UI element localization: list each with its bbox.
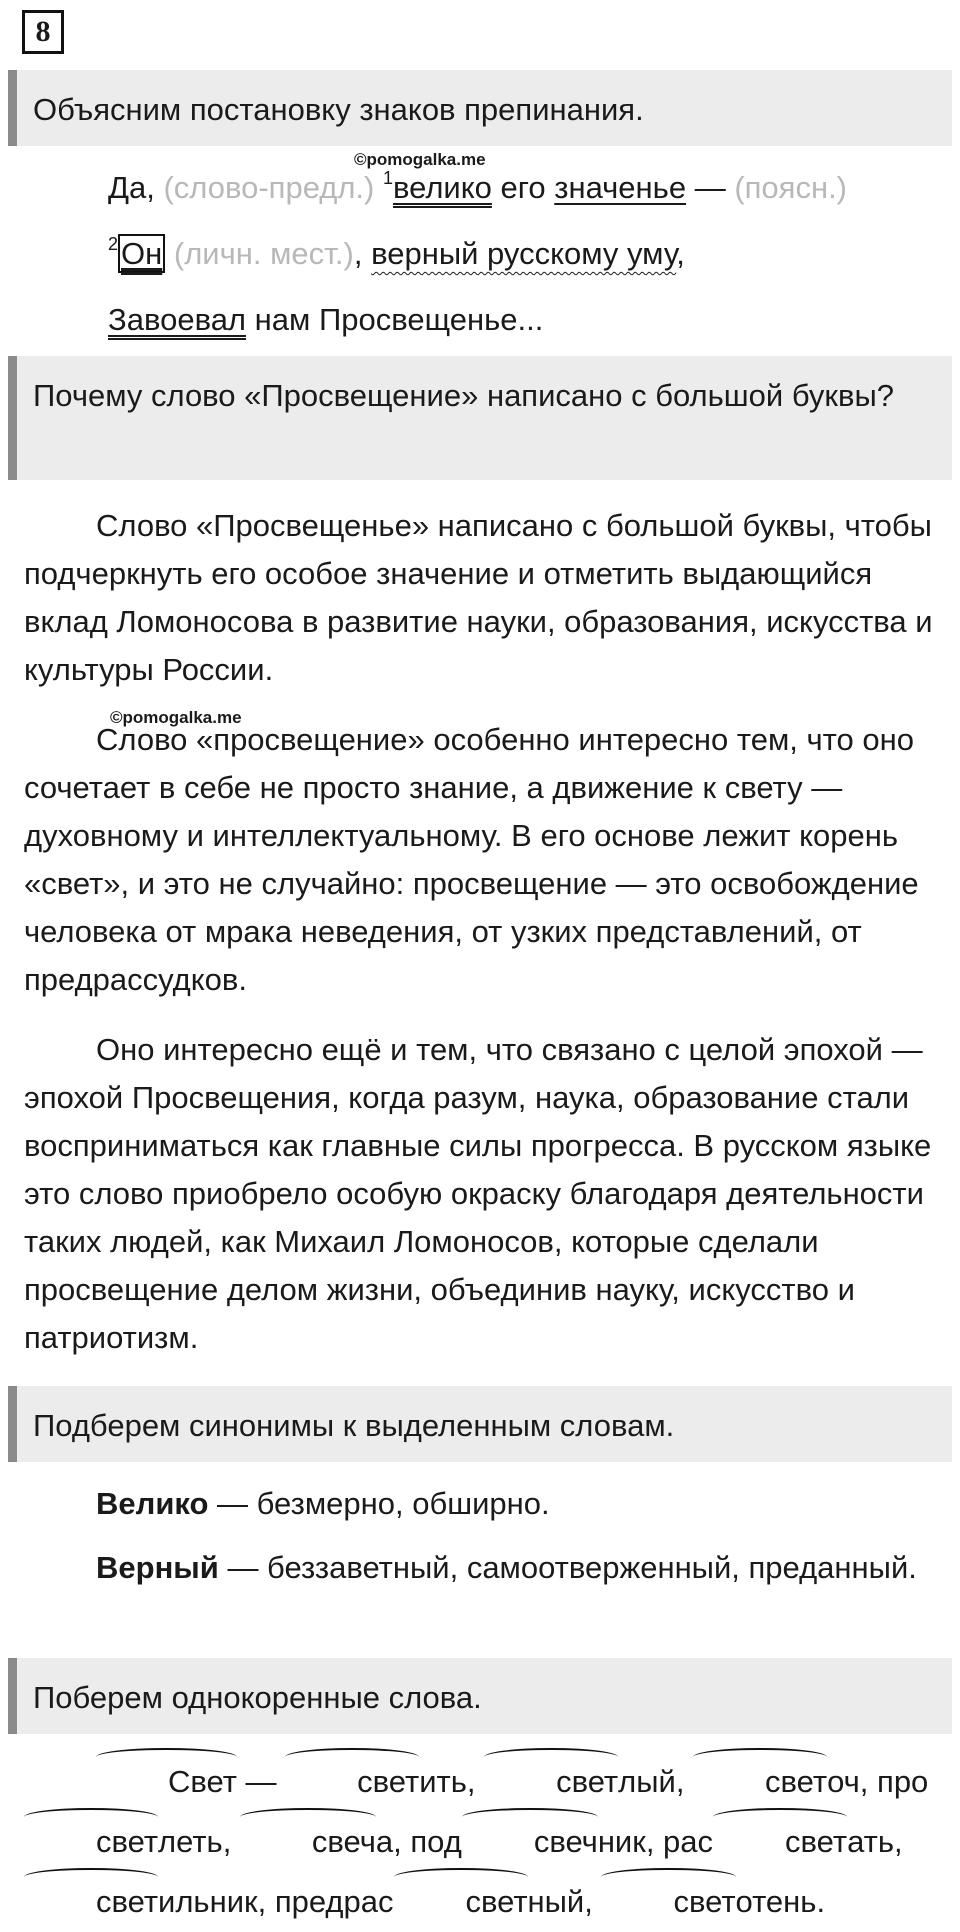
note-poyasn: (поясн.) (734, 170, 848, 205)
word-suffix: ать (847, 1824, 894, 1859)
word-root: свет (713, 1812, 847, 1872)
cognate-word (663, 1824, 894, 1859)
word-root: свет (24, 1812, 158, 1872)
word-da: Да, (108, 170, 155, 205)
word-ego: его (500, 170, 546, 205)
section-heading-text: Подберем синонимы к выделенным словам. (33, 1408, 675, 1443)
word-prefix: рас (663, 1824, 714, 1859)
separator: , (466, 1764, 485, 1799)
note-slovo-predl: (слово-предл.) (163, 170, 375, 205)
word-suffix: ный (527, 1884, 585, 1919)
word-suffix: ить (419, 1764, 467, 1799)
cognate-word (285, 1764, 467, 1799)
section-heading-text: Поберем однокоренные слова. (33, 1680, 482, 1715)
separator: . (816, 1884, 826, 1919)
word-suffix: ильник (158, 1884, 258, 1919)
word-root: свет (394, 1872, 528, 1932)
word-prefix: про (877, 1764, 929, 1799)
separator: , (393, 1824, 411, 1859)
word-root: свеч (240, 1812, 376, 1872)
cognate-word (24, 1884, 258, 1919)
superscript-1: 1 (383, 168, 394, 188)
cognate-word (275, 1884, 584, 1919)
separator: , (859, 1764, 878, 1799)
separator: , (257, 1884, 275, 1919)
phrase-verny: верный русскому уму (371, 236, 677, 271)
watermark: ©pomogalka.me (110, 708, 242, 727)
cognate-word (484, 1764, 676, 1799)
synonym-list: — беззаветный, самоотверженный, преданный. (218, 1550, 917, 1585)
separator: , (584, 1884, 602, 1919)
separator: — (236, 1764, 286, 1799)
word-on: Он (118, 234, 165, 273)
watermark: ©pomogalka.me (354, 150, 486, 169)
section-heading-synonyms (8, 1386, 952, 1462)
paragraph-2: Слово «просвещение» особенно интересно тем, что оно сочетает в себе не просто знание, а движение к свету — духовному и интеллектуальному. В его основе лежит корень «свет», и это не случайно: просвещение — это освобождение человека от мрака неведения, от узких представлений, от предрассудков. (24, 722, 919, 997)
synonym-item-verny (24, 1544, 944, 1592)
cognate-word (601, 1884, 816, 1919)
word-suffix: оч (827, 1764, 860, 1799)
dash: — (694, 170, 726, 205)
separator: , (222, 1824, 240, 1859)
comma: , (353, 236, 363, 271)
word-veliko: велико (393, 170, 492, 205)
word-suffix: лый (618, 1764, 676, 1799)
task-number: 8 (22, 10, 64, 54)
superscript-2: 2 (108, 234, 119, 254)
poem-line-2 (108, 230, 960, 278)
cognate-words (24, 1752, 944, 1932)
poem-line-1 (108, 164, 960, 212)
word-root: свет (285, 1752, 419, 1812)
line-rest: нам Просвещенье... (254, 302, 544, 337)
separator: , (675, 1764, 694, 1799)
word-suffix: а (375, 1824, 394, 1859)
word-suffix: отень (735, 1884, 817, 1919)
word-zavoeval: Завоевал (108, 302, 247, 337)
word-prefix: предрас (274, 1884, 394, 1919)
cognate-word (410, 1824, 645, 1859)
section-heading-question (8, 356, 952, 480)
word-znachenie: значенье (554, 170, 687, 205)
word-root: свеч (462, 1812, 598, 1872)
synonym-word: Велико (96, 1486, 209, 1521)
cognate-word (96, 1764, 237, 1799)
note-lichn-mest: (личн. мест.) (173, 236, 354, 271)
word-root: свет (693, 1752, 827, 1812)
word-suffix: леть (158, 1824, 223, 1859)
section-heading-text: Объясним постановку знаков препинания. (33, 92, 644, 127)
word-suffix: ник (597, 1824, 646, 1859)
word-root: свет (601, 1872, 735, 1932)
paragraph-3: Оно интересно ещё и тем, что связано с целой эпохой — эпохой Просвещения, когда разум, наука, образование стали восприниматься как главные силы прогресса. В русском языке это слово приобрело особую окраску благодаря деятельности таких людей, как Михаил Ломоносов, которые сделали просвещение делом жизни, объединив науку, искусство и патриотизм. (24, 1032, 932, 1355)
synonym-word: Верный (96, 1550, 219, 1585)
comma: , (676, 236, 685, 271)
section-heading-text: Почему слово «Просвещение» написано с большой буквы? (33, 378, 894, 413)
cognate-word (693, 1764, 860, 1799)
word-root: свет (24, 1872, 158, 1932)
word-prefix: под (410, 1824, 462, 1859)
section-heading-cognates (8, 1658, 952, 1734)
word-root: Свет (96, 1752, 237, 1812)
paragraph-1: Слово «Просвещенье» написано с большой буквы, чтобы подчеркнуть его особое значение и отметить выдающийся вклад Ломоносова в развитие науки, образования, искусства и культуры России. (24, 508, 933, 687)
cognate-word (240, 1824, 393, 1859)
separator: , (893, 1824, 903, 1859)
section-heading-punctuation (8, 70, 952, 146)
synonym-item-veliko (24, 1480, 944, 1528)
word-root: свет (484, 1752, 618, 1812)
separator: , (645, 1824, 664, 1859)
poem-line-3 (108, 296, 960, 344)
synonym-list: — безмерно, обширно. (208, 1486, 550, 1521)
